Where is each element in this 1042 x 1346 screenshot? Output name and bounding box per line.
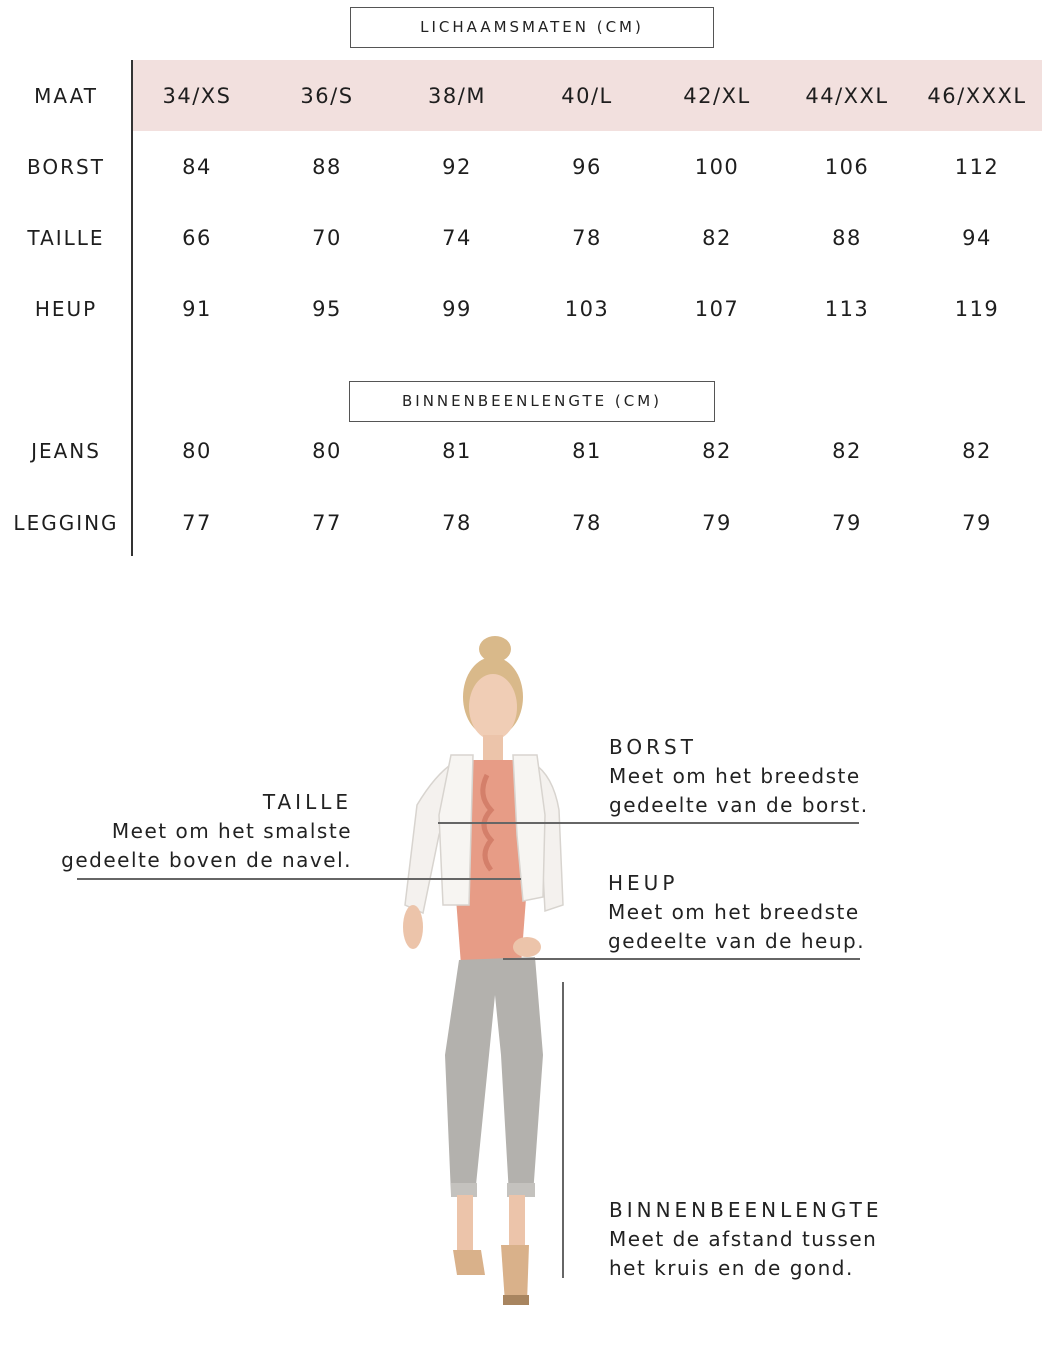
annotation-text: het kruis en de gond. xyxy=(609,1256,854,1280)
table-row-heup xyxy=(0,289,1042,329)
table-row-borst xyxy=(0,147,1042,187)
borst-pointer-line xyxy=(438,822,859,824)
row-label: TAILLE xyxy=(27,226,105,250)
table-cell: 79 xyxy=(832,511,862,535)
right-sandal xyxy=(501,1245,529,1303)
row-label: HEUP xyxy=(34,297,98,321)
table-cell: 107 xyxy=(694,297,740,321)
table-cell: 84 xyxy=(182,155,212,179)
size-header-cell: 44/XXL xyxy=(805,84,889,108)
table-cell: 82 xyxy=(962,439,992,463)
heup-pointer-line xyxy=(503,958,860,960)
table-row-taille xyxy=(0,218,1042,258)
left-sandal xyxy=(453,1250,485,1275)
row-label-maat: MAAT xyxy=(34,84,98,108)
table-cell: 99 xyxy=(442,297,472,321)
size-header-cell: 42/XL xyxy=(683,84,751,108)
table-cell: 100 xyxy=(694,155,740,179)
left-leg xyxy=(457,1195,473,1255)
taille-pointer-line xyxy=(77,878,521,880)
table-row-jeans xyxy=(0,431,1042,471)
row-label: BORST xyxy=(27,155,105,179)
right-leg xyxy=(509,1195,525,1250)
annotation-heup xyxy=(608,869,865,956)
table-cell: 94 xyxy=(962,226,992,250)
table-cell: 88 xyxy=(832,226,862,250)
annotation-text: Meet om het smalste xyxy=(111,819,352,843)
annotation-text: Meet om het breedste xyxy=(608,900,860,924)
face xyxy=(469,674,517,740)
size-header-cell: 38/M xyxy=(428,84,486,108)
table-cell: 113 xyxy=(824,297,870,321)
annotation-heading: TAILLE xyxy=(262,790,352,814)
table-cell: 82 xyxy=(702,226,732,250)
table-cell: 78 xyxy=(572,511,602,535)
row-label: LEGGING xyxy=(13,511,119,535)
size-header-cell: 46/XXXL xyxy=(927,84,1027,108)
size-header-row xyxy=(0,76,1042,116)
table-cell: 112 xyxy=(954,155,1000,179)
table-cell: 82 xyxy=(832,439,862,463)
table-cell: 119 xyxy=(954,297,1000,321)
table-cell: 92 xyxy=(442,155,472,179)
right-hand xyxy=(513,937,541,957)
table-row-legging xyxy=(0,503,1042,543)
inseam-pointer-line xyxy=(562,982,564,1278)
annotation-text: gedeelte van de heup. xyxy=(608,929,866,953)
body-measurements-title: LICHAAMSMATEN (CM) xyxy=(350,7,714,48)
annotation-text: gedeelte van de borst. xyxy=(609,793,869,817)
size-header-cell: 36/S xyxy=(300,84,354,108)
right-cuff xyxy=(507,1183,535,1197)
table-cell: 91 xyxy=(182,297,212,321)
left-hand xyxy=(403,905,423,949)
table-cell: 82 xyxy=(702,439,732,463)
annotation-heading: BINNENBEENLENGTE xyxy=(609,1198,883,1222)
table-cell: 81 xyxy=(572,439,602,463)
table-cell: 106 xyxy=(824,155,870,179)
table-cell: 103 xyxy=(564,297,610,321)
table-cell: 88 xyxy=(312,155,342,179)
table-cell: 80 xyxy=(312,439,342,463)
table-cell: 95 xyxy=(312,297,342,321)
right-sole xyxy=(503,1295,529,1305)
annotation-heading: HEUP xyxy=(608,871,679,895)
size-header-cell: 34/XS xyxy=(162,84,232,108)
table-cell: 77 xyxy=(182,511,212,535)
model-illustration xyxy=(395,635,575,1315)
table-cell: 81 xyxy=(442,439,472,463)
table-cell: 74 xyxy=(442,226,472,250)
table-cell: 80 xyxy=(182,439,212,463)
left-cuff xyxy=(451,1183,477,1197)
annotation-taille xyxy=(61,788,352,875)
table-cell: 79 xyxy=(702,511,732,535)
annotation-binnenbeenlengte xyxy=(609,1196,882,1283)
table-cell: 79 xyxy=(962,511,992,535)
table-cell: 66 xyxy=(182,226,212,250)
size-header-cell: 40/L xyxy=(561,84,613,108)
row-label: JEANS xyxy=(31,439,101,463)
table-cell: 70 xyxy=(312,226,342,250)
table-cell: 78 xyxy=(442,511,472,535)
table-cell: 77 xyxy=(312,511,342,535)
annotation-borst xyxy=(609,733,869,820)
annotation-heading: BORST xyxy=(609,735,697,759)
annotation-text: Meet om het breedste xyxy=(609,764,861,788)
annotation-text: Meet de afstand tussen xyxy=(609,1227,878,1251)
grey-jeans xyxy=(445,957,543,1195)
annotation-text: gedeelte boven de navel. xyxy=(61,848,352,872)
table-cell: 96 xyxy=(572,155,602,179)
neck xyxy=(483,735,503,761)
table-cell: 78 xyxy=(572,226,602,250)
inseam-title: BINNENBEENLENGTE (CM) xyxy=(349,381,715,422)
